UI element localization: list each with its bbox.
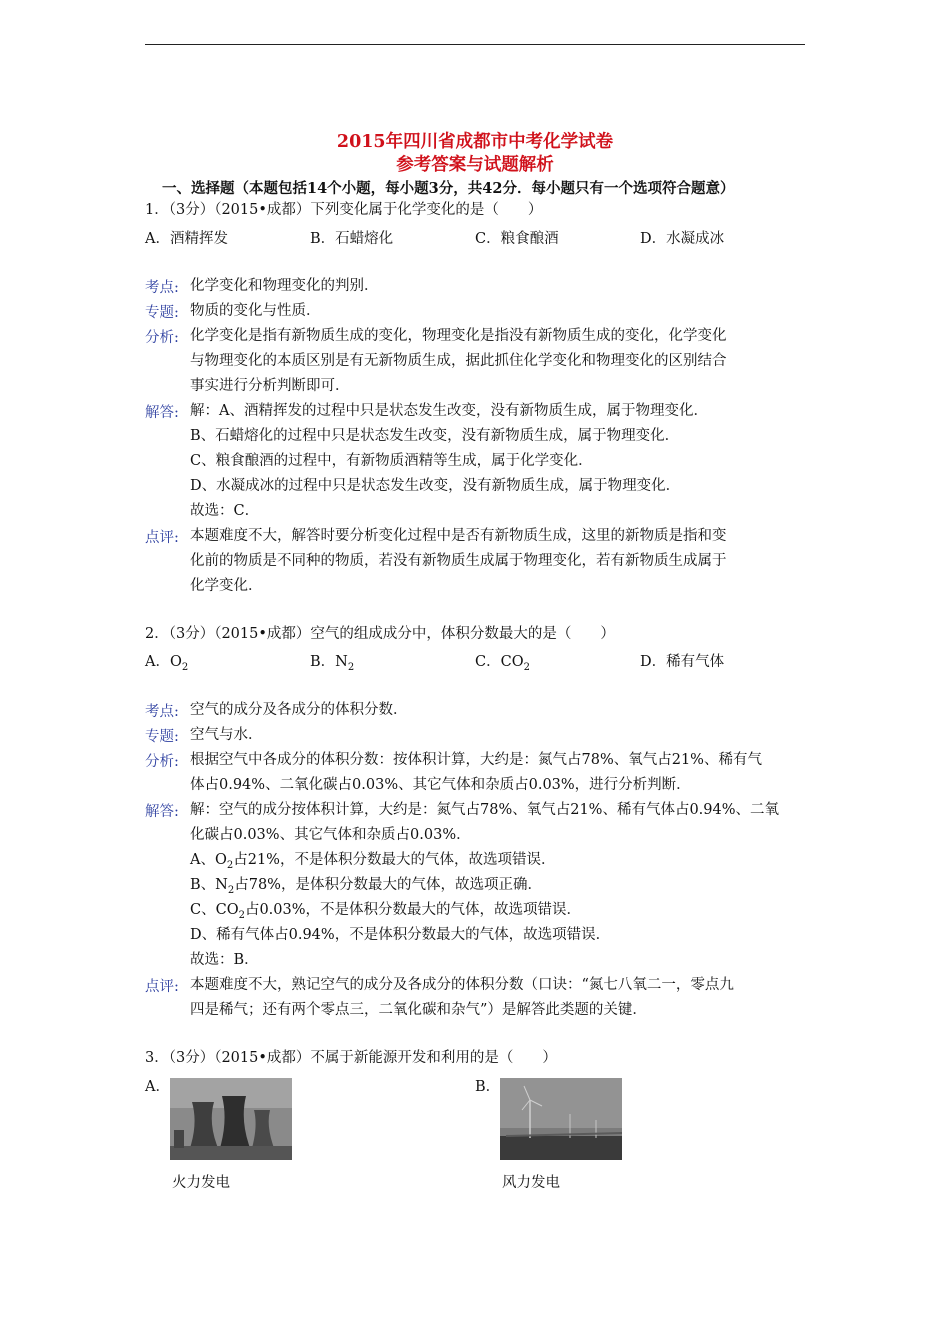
q1-option-d: D．水凝成冰 bbox=[640, 231, 725, 247]
q1-fenxi-line: 化学变化是指有新物质生成的变化，物理变化是指没有新物质生成的变化，化学变化 bbox=[190, 328, 727, 344]
q1-jieda-line: B、石蜡熔化的过程中只是状态发生改变，没有新物质生成，属于物理变化． bbox=[190, 428, 680, 444]
q1-dianping-line: 化前的物质是不同种的物质，若没有新物质生成属于物理变化，若有新物质生成属于 bbox=[190, 553, 727, 569]
q2-jieda-label: 解答: bbox=[145, 804, 179, 820]
q1-option-b: B．石蜡熔化 bbox=[310, 231, 394, 247]
q2-zhuanti: 空气与水． bbox=[190, 727, 263, 743]
thermal-power-plant-image bbox=[170, 1078, 292, 1160]
q1-kaodian: 化学变化和物理变化的判别． bbox=[190, 278, 379, 294]
q2-zhuanti-label: 专题: bbox=[145, 729, 179, 745]
q1-jieda-line: C、粮食酿酒的过程中，有新物质酒精等生成，属于化学变化． bbox=[190, 453, 593, 469]
q1-option-a: A．酒精挥发 bbox=[145, 231, 228, 247]
q3-caption-b: 风力发电 bbox=[502, 1175, 560, 1191]
q2-option-b: B．$N_2$ bbox=[310, 654, 355, 673]
wind-power-image bbox=[500, 1078, 622, 1160]
q1-fenxi-line: 事实进行分析判断即可． bbox=[190, 378, 350, 394]
q3-stem: 3．（3分）（2015•成都）不属于新能源开发和利用的是（ ） bbox=[145, 1050, 557, 1066]
section-heading: 一、选择题（本题包括14个小题，每小题3分，共42分．每小题只有一个选项符合题意） bbox=[162, 180, 735, 197]
q1-dianping-line: 本题难度不大，解答时要分析变化过程中是否有新物质生成，这里的新物质是指和变 bbox=[190, 528, 727, 544]
q2-kaodian: 空气的成分及各成分的体积分数． bbox=[190, 702, 408, 718]
q1-dianping-label: 点评: bbox=[145, 530, 179, 546]
q2-kaodian-label: 考点: bbox=[145, 704, 179, 720]
q1-fenxi-line: 与物理变化的本质区别是有无新物质生成，据此抓住化学变化和物理变化的区别结合 bbox=[190, 353, 727, 369]
q2-dianping-line: 四是稀气；还有两个零点三，二氧化碳和杂气”）是解答此类题的关键． bbox=[190, 1002, 647, 1018]
q3-caption-a: 火力发电 bbox=[172, 1175, 230, 1191]
q1-kaodian-label: 考点: bbox=[145, 280, 179, 296]
q2-jieda-line-a: A、$O_2$占21%，不是体积分数最大的气体，故选项错误． bbox=[190, 852, 556, 871]
q1-jieda-line: 故选：C． bbox=[190, 503, 260, 519]
q3-option-b: B． bbox=[475, 1079, 501, 1095]
q2-jieda-line: 解：空气的成分按体积计算，大约是：氮气占78%、氧气占21%、稀有气体占0.94%、二氧 bbox=[190, 802, 780, 818]
q2-stem: 2．（3分）（2015•成都）空气的组成成分中，体积分数最大的是（ ） bbox=[145, 626, 615, 642]
q2-fenxi-label: 分析: bbox=[145, 754, 179, 770]
q2-jieda-line-c: C、$CO_2$占0.03%，不是体积分数最大的气体，故选项错误． bbox=[190, 902, 582, 921]
q2-option-c: C．$CO_2$ bbox=[475, 654, 530, 673]
q1-zhuanti: 物质的变化与性质． bbox=[190, 303, 321, 319]
q2-dianping-label: 点评: bbox=[145, 979, 179, 995]
q3-option-a: A． bbox=[145, 1079, 170, 1095]
q2-dianping-line: 本题难度不大，熟记空气的成分及各成分的体积分数（口诀：“氮七八氧二一，零点九 bbox=[190, 977, 734, 993]
q1-zhuanti-label: 专题: bbox=[145, 305, 179, 321]
q2-option-d: D．稀有气体 bbox=[640, 654, 725, 670]
q2-fenxi-line: 根据空气中各成分的体积分数：按体积计算，大约是：氮气占78%、氧气占21%、稀有气 bbox=[190, 752, 762, 768]
page-title: 2015年四川省成都市中考化学试卷 bbox=[336, 132, 614, 152]
q2-jieda-line: 化碳占0.03%、其它气体和杂质占0.03%． bbox=[190, 827, 471, 843]
q1-dianping-line: 化学变化． bbox=[190, 578, 263, 594]
q1-jieda-line: 解：A、酒精挥发的过程中只是状态发生改变，没有新物质生成，属于物理变化． bbox=[190, 403, 708, 419]
header-rule bbox=[145, 44, 805, 45]
q2-option-a: A．$O_2$ bbox=[145, 654, 189, 673]
q2-fenxi-line: 体占0.94%、二氧化碳占0.03%、其它气体和杂质占0.03%，进行分析判断． bbox=[190, 777, 691, 793]
q2-jieda-end: 故选：B． bbox=[190, 952, 259, 968]
q1-jieda-line: D、水凝成冰的过程中只是状态发生改变，没有新物质生成，属于物理变化． bbox=[190, 478, 681, 494]
page-subtitle: 参考答案与试题解析 bbox=[396, 155, 554, 175]
q2-jieda-line-b: B、$N_2$占78%，是体积分数最大的气体，故选项正确． bbox=[190, 877, 542, 896]
q1-stem: 1．（3分）（2015•成都）下列变化属于化学变化的是（ ） bbox=[145, 202, 543, 218]
q1-option-c: C．粮食酿酒 bbox=[475, 231, 559, 247]
q2-jieda-line-d: D、稀有气体占0.94%，不是体积分数最大的气体，故选项错误． bbox=[190, 927, 611, 943]
q1-fenxi-label: 分析: bbox=[145, 330, 179, 346]
q1-jieda-label: 解答: bbox=[145, 405, 179, 421]
